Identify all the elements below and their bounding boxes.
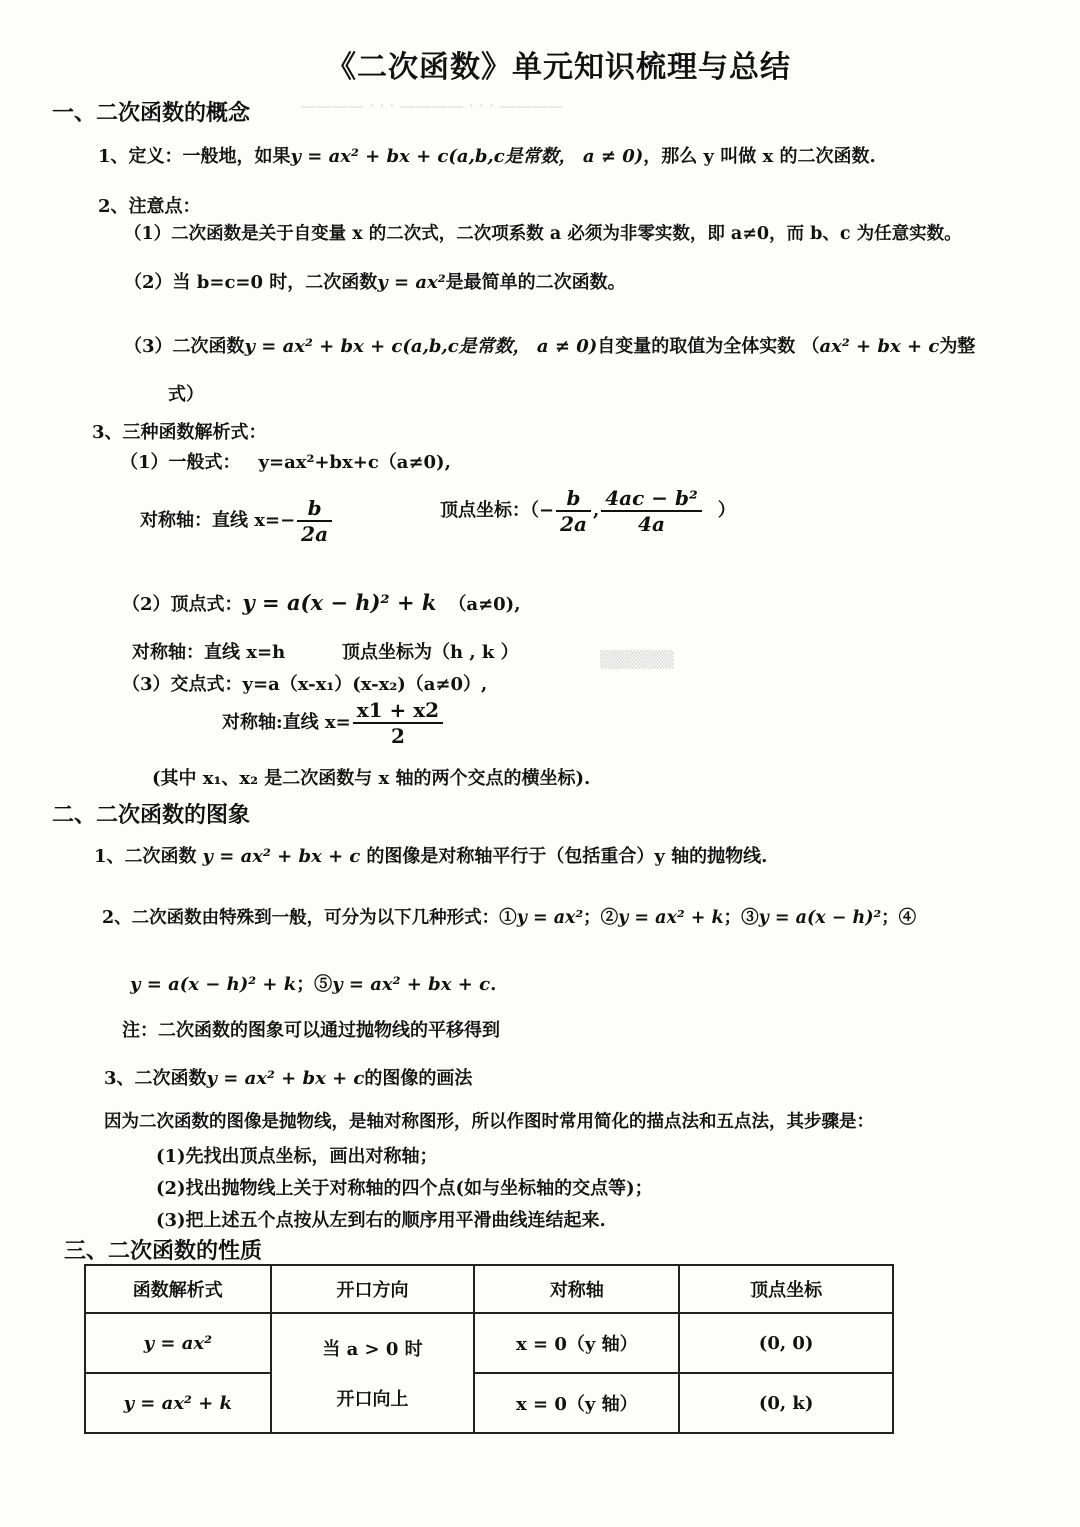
plotting-step-2: (2)找出抛物线上关于对称轴的四个点(如与坐标轴的交点等)； xyxy=(156,1178,653,1199)
fraction-numerator: b xyxy=(297,496,332,522)
vertex-form-condition: （a≠0), xyxy=(448,594,521,615)
table-cell-axis: x = 0（y 轴） xyxy=(474,1313,679,1373)
plotting-step-1: (1)先找出顶点坐标，画出对称轴； xyxy=(156,1146,438,1167)
opening-direction: 开口向上 xyxy=(336,1389,409,1410)
table-cell-axis: x = 0（y 轴） xyxy=(474,1373,679,1433)
graph-item-3-formula: y = ax² + bx + c xyxy=(206,1068,365,1089)
form-5-formula: y = ax² + bx + c xyxy=(332,974,491,995)
table-cell-opening xyxy=(271,1313,475,1433)
general-axis-line xyxy=(140,496,334,546)
table-row xyxy=(85,1373,893,1433)
general-form-formula: y=ax²+bx+c（a≠0), xyxy=(258,452,451,473)
general-axis-label: 对称轴：直线 x=− xyxy=(140,510,296,531)
form-4-marker: ；④ xyxy=(881,908,917,928)
intercept-form-label: （3）交点式： xyxy=(122,674,243,695)
forms-heading: 3、三种函数解析式： xyxy=(92,422,267,443)
graph-item-1-suffix: 的图像是对称轴平行于（包括重合）y 轴的抛物线. xyxy=(366,846,768,867)
note-3-formula-2: ax² + bx + c xyxy=(819,336,940,357)
vertex-form-axis: 对称轴：直线 x=h xyxy=(132,642,286,663)
vertex-form-label: （2）顶点式： xyxy=(122,594,243,615)
note-2-prefix: （2）当 b=c=0 时，二次函数 xyxy=(124,272,378,293)
section-3-heading: 三、二次函数的性质 xyxy=(64,1238,263,1264)
vertex-negative-sign: − xyxy=(539,500,555,521)
vertex-form-vertex: 顶点坐标为（h , k ） xyxy=(342,642,519,663)
vertex-label: 顶点坐标：（ xyxy=(440,500,539,521)
general-form-label: （1）一般式： xyxy=(120,452,241,473)
opening-condition: 当 a > 0 时 xyxy=(322,1339,423,1360)
note-2 xyxy=(124,268,626,294)
definition-suffix: ，那么 y 叫做 x 的二次函数. xyxy=(643,146,876,167)
table-header-cell: 顶点坐标 xyxy=(679,1265,893,1313)
form-2-formula: y = ax² + k xyxy=(618,908,724,928)
form-1-formula: y = ax² xyxy=(516,908,584,928)
plotting-step-3: (3)把上述五个点按从左到右的顺序用平滑曲线连结起来. xyxy=(156,1210,606,1231)
bleed-through-text: ▒▒▒▒▒▒ xyxy=(600,650,674,669)
form-5-marker: ；⑤ xyxy=(296,974,333,995)
graph-item-1-prefix: 1、二次函数 xyxy=(94,846,197,867)
page-title: 《二次函数》单元知识梳理与总结 xyxy=(326,50,791,85)
intercept-axis-numerator: x1 + x2 xyxy=(353,698,443,724)
form-3-marker: ；③ xyxy=(723,908,759,928)
graph-item-3 xyxy=(104,1064,472,1090)
vertex-y-denominator: 4a xyxy=(638,512,665,536)
graph-item-2 xyxy=(102,904,916,929)
fraction-denominator: 2a xyxy=(301,522,329,546)
table-cell-vertex: (0, k) xyxy=(679,1373,893,1433)
note-3-suffix: 为整 xyxy=(939,336,976,357)
graph-item-2-continued xyxy=(130,970,496,996)
form-2-marker: ；② xyxy=(583,908,619,928)
note-2-suffix: 是最简单的二次函数。 xyxy=(445,272,626,293)
bleed-through-text: ———— · · · ———— · · · ———— xyxy=(300,96,564,115)
note-3-prefix: （3）二次函数 xyxy=(124,336,245,357)
note-3-formula: y = ax² + bx + c(a,b,c是常数， a ≠ 0) xyxy=(244,336,598,357)
table-header-cell: 对称轴 xyxy=(474,1265,679,1313)
note-2-formula: y = ax² xyxy=(377,272,446,293)
section-2-heading: 二、二次函数的图象 xyxy=(52,802,251,828)
vertex-x-numerator: b xyxy=(556,486,591,512)
table-cell-vertex: (0, 0) xyxy=(679,1313,893,1373)
vertex-form-line xyxy=(122,590,520,616)
graph-item-2-text: 2、二次函数由特殊到一般，可分为以下几种形式：① xyxy=(102,908,517,928)
table-cell-function: y = ax² xyxy=(85,1313,271,1373)
intercept-axis-line xyxy=(222,698,445,748)
table-header-cell: 开口方向 xyxy=(271,1265,475,1313)
form-3-formula: y = a(x − h)² xyxy=(758,908,882,928)
general-vertex-line: 顶点坐标：（− $\frac{b}{2a}$ , $\frac{\text{4ac − b²}}{4a}$ ） xyxy=(440,486,736,536)
graph-item-3-suffix: 的图像的画法 xyxy=(364,1068,473,1089)
intercept-note: (其中 x₁、x₂ 是二次函数与 x 轴的两个交点的横坐标). xyxy=(152,768,591,789)
form-4-formula: y = a(x − h)² + k xyxy=(130,974,297,995)
definition-formula: y = ax² + bx + c(a,b,c是常数， a ≠ 0) xyxy=(290,146,644,167)
note-3-mid: 自变量的取值为全体实数 （ xyxy=(597,336,820,357)
definition-line xyxy=(98,142,876,168)
properties-table xyxy=(84,1264,894,1434)
vertex-form-formula: y = a(x − h)² + k xyxy=(242,590,437,615)
section-1-heading: 一、二次函数的概念 xyxy=(52,100,251,126)
intercept-form-line xyxy=(122,670,487,696)
table-header-row xyxy=(85,1265,893,1313)
translation-note: 注：二次函数的图象可以通过抛物线的平移得到 xyxy=(122,1020,500,1041)
form-5-period: . xyxy=(490,974,497,995)
vertex-close-paren: ） xyxy=(717,500,736,521)
note-3 xyxy=(124,332,975,358)
plotting-description: 因为二次函数的图像是抛物线，是轴对称图形，所以作图时常用简化的描点法和五点法，其步骤是： xyxy=(104,1112,874,1132)
intercept-axis-label: 对称轴:直线 x= xyxy=(222,712,351,733)
table-header-cell: 函数解析式 xyxy=(85,1265,271,1313)
graph-item-3-prefix: 3、二次函数 xyxy=(104,1068,207,1089)
general-form-line xyxy=(120,448,451,474)
notes-heading: 2、注意点： xyxy=(98,196,201,217)
definition-prefix: 1、定义：一般地，如果 xyxy=(98,146,291,167)
graph-item-1 xyxy=(94,842,767,868)
intercept-form-formula: y=a（x-x₁）(x-x₂)（a≠0）, xyxy=(242,674,488,695)
intercept-axis-denominator: 2 xyxy=(390,724,405,748)
note-3-continued: 式） xyxy=(168,384,204,405)
graph-item-1-formula: y = ax² + bx + c xyxy=(202,846,361,867)
vertex-x-denominator: 2a xyxy=(560,512,587,536)
note-1: （1）二次函数是关于自变量 x 的二次式，二次项系数 a 必须为非零实数，即 a≠0，而 b、c 为任意实数。 xyxy=(124,224,962,244)
table-cell-function: y = ax² + k xyxy=(85,1373,271,1433)
vertex-y-numerator: 4ac − b² xyxy=(601,486,701,512)
table-row xyxy=(85,1313,893,1373)
